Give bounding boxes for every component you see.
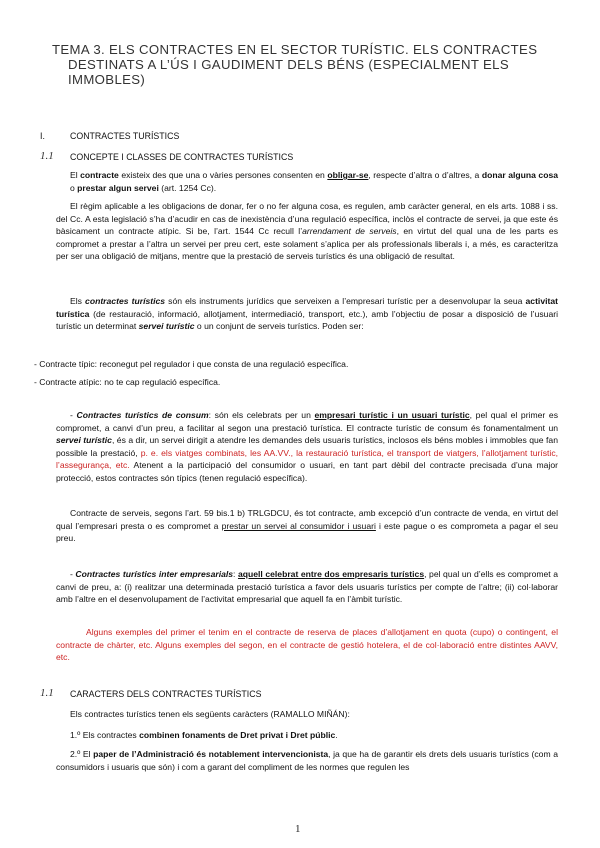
paragraph-consumer-contracts: - Contractes turístics de consum: són els celebrats per un empresari turístic i un usuari turístic, pel qual el primer es compromet, a canvi d’un preu, a facilitar al segon una prestació turística. El contracte turístic de consum és fonamentalment un servei turístic, és a dir, un servei dirigit a atendre les demandes dels usuaris turístics, inclosos els béns mobles i immobles que fan possible la prestació, p. e. els viatges combinats, les AA.VV., la restauració turística, el transport de viatgers, l’allotjament turístic, l’assegurança, etc. Atenent a la participació del consumidor o usuari, en tant part dèbil del contracte precisada d’una major protecció, estos contractes són típics (tenen regulació específica). <box>56 410 558 483</box>
title-line-3: IMMOBLES) <box>68 72 146 87</box>
title-line-1: TEMA 3. ELS CONTRACTES EN EL SECTOR TURÍSTIC. ELS CONTRACTES <box>52 42 538 57</box>
paragraph-contract-definition: El contracte existeix des que una o vàries persones consenten en obligar-se, respecte d’altra o d’altres, a donar alguna cosa o prestar algun servei (art. 1254 Cc). <box>70 170 559 193</box>
paragraph-service-contract: Contracte de serveis, segons l’art. 59 bis.1 b) TRLGDCU, és tot contracte, amb excepció d’un contracte de venda, en virtut del qual l’empresari presta o es compromet a prestar un servei al consumidor i usuari i este pague o es comprometa a pagar el seu preu. <box>56 508 558 544</box>
paragraph-legal-regime: El règim aplicable a les obligacions de donar, fer o no fer alguna cosa, es regulen, amb caràcter general, en els arts. 1088 i ss. del Cc. A esta legislació s’ha d’acudir en cas de inexistència d’una regulació específica, inclòs el contracte de servei, ja que este és bàsicament un contracte atípic. Si be, l’art. 1544 Cc recull l’arrendament de serveis, en virtut del qual una de les parts es compromet a prestar a l’altra un servei per preu cert, este solament s’aplica per als professionals liberals i, a més, es caracteritza per ser una obligació de mitjans, mentre que la prestació de serveis turístics és una obligació de resultat. <box>56 201 559 262</box>
list-item: - Contracte típic: reconegut pel regulador i que consta de una regulació específica. <box>34 359 349 369</box>
paragraph-examples: Alguns exemples del primer el tenim en el contracte de reserva de places d’allotjament en quota (cupo) o contingent, el contracte de chàrter, etc. Alguns exemples del segon, en el contracte de gestió hotelera, el de col·laboració entre distintes AAVV, etc. <box>56 627 558 663</box>
document-title <box>52 42 562 87</box>
paragraph-tourist-contracts: Els contractes turístics són els instruments jurídics que serveixen a l’empresari turístic per a desenvolupar la seua activitat turística (de restauració, informació, allotjament, intermediació, transport, etc.), amb l’objectiu de posar a disposició de l’usuari turístic un determinat servei turístic o un conjunt de serveis turístics. Poden ser: <box>56 296 558 332</box>
title-line-2: DESTINATS A L’ÚS I GAUDIMENT DELS BÉNS (ESPECIALMENT ELS <box>68 57 509 72</box>
list-item-characteristic-1: 1.º Els contractes combinen fonaments de Dret privat i Dret públic. <box>70 730 338 740</box>
page-number: 1 <box>295 823 301 835</box>
section-heading: CONTRACTES TURÍSTICS <box>70 131 180 141</box>
paragraph-interbusiness-contracts: - Contractes turístics inter empresarials: aquell celebrat entre dos empresaris turístics, pel qual un d’ells es compromet a canvi de preu, a: (i) realitzar una determinada prestació turística a favor dels usuaris turístics per compte de l’altre; (ii) col·laborar amb l’altre en el desenvolupament de l’activitat empresarial que aquell fa en l’àmbit turístic. <box>56 569 559 605</box>
paragraph-characteristics-intro: Els contractes turístics tenen els següents caràcters (RAMALLO MIÑÁN): <box>70 709 350 719</box>
subsection-heading: CONCEPTE I CLASSES DE CONTRACTES TURÍSTICS <box>70 152 294 162</box>
list-item: - Contracte atípic: no te cap regulació específica. <box>34 377 221 387</box>
section-number: I. <box>40 131 45 141</box>
subsection-number: 1.1 <box>40 150 54 162</box>
subsection-heading: CARACTERS DELS CONTRACTES TURÍSTICS <box>70 689 262 699</box>
subsection-number: 1.1 <box>40 687 54 699</box>
list-item-characteristic-2: 2.º El paper de l’Administració és notablement intervencionista, ja que ha de garantir els drets dels usuaris turístics (com a consumidors i usuaris que són) i com a garant del compliment de les normes que regulen les <box>56 749 558 772</box>
